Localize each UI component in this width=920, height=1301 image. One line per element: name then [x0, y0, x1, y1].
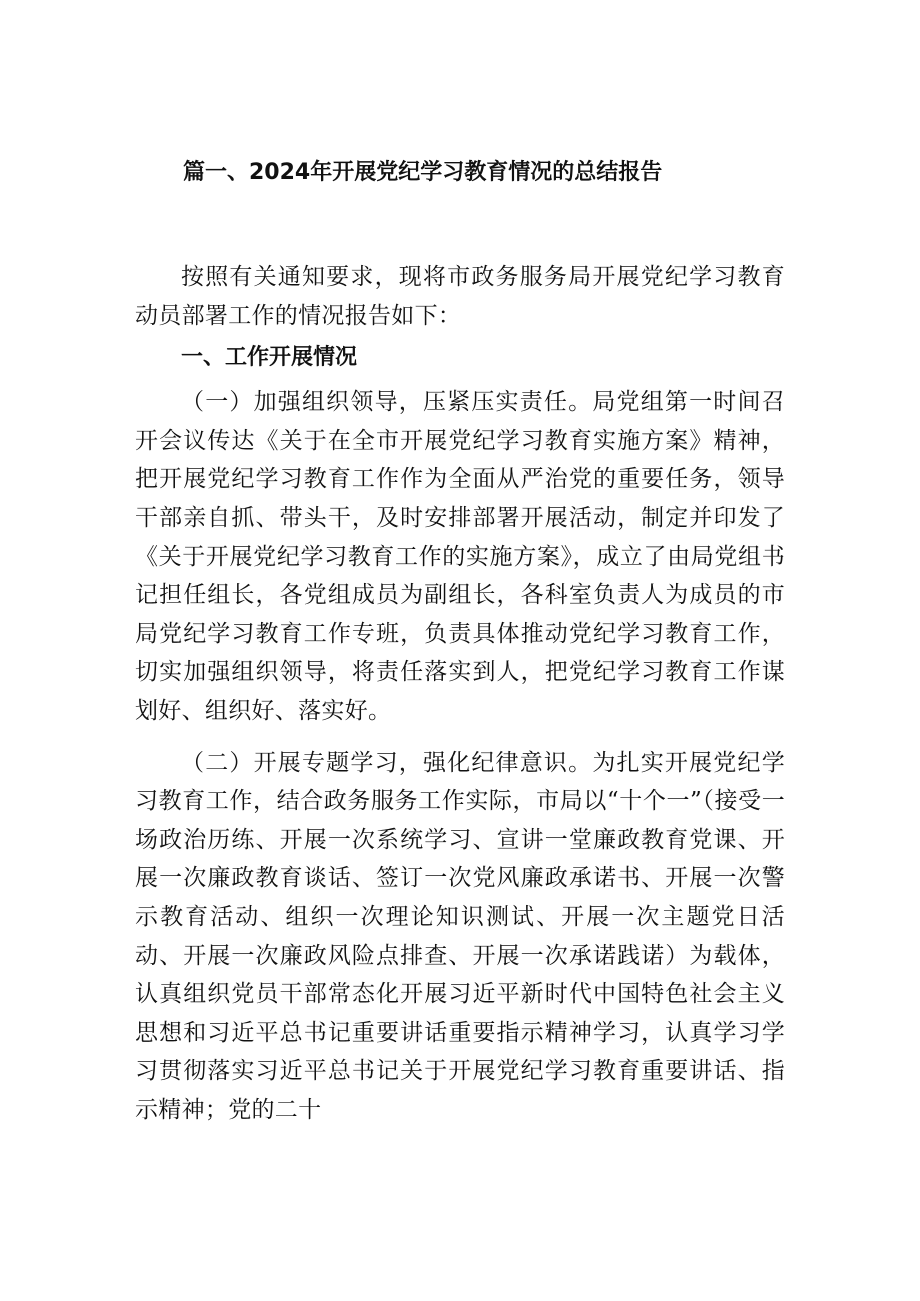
- paragraph-organization: （一）加强组织领导，压紧压实责任。局党组第一时间召开会议传达《关于在全市开展党纪学习教育实施方案》精神，把开展党纪学习教育工作作为全面从严治党的重要任务，领导干部亲自抓、带头干，及时安排部署开展活动，制定并印发了《关于开展党纪学习教育工作的实施方案》，成立了由局党组书记担任组长，各党组成员为副组长，各科室负责人为成员的市局党纪学习教育工作专班，负责具体推动党纪学习教育工作，切实加强组织领导，将责任落实到人，把党纪学习教育工作谋划好、组织好、落实好。: [135, 389, 785, 724]
- document-body: [135, 258, 785, 1129]
- document-title: 篇一、2024年开展党纪学习教育情况的总结报告: [183, 160, 663, 185]
- paragraph-study: （二）开展专题学习，强化纪律意识。为扎实开展党纪学习教育工作，结合政务服务工作实际，市局以“十个一”（接受一场政治历练、开展一次系统学习、宣讲一堂廉政教育党课、开展一次廉政教育谈话、签订一次党风廉政承诺书、开展一次警示教育活动、组织一次理论知识测试、开展一次主题党日活动、开展一次廉政风险点排查、开展一次承诺践诺）为载体，认真组织党员干部常态化开展习近平新时代中国特色社会主义思想和习近平总书记重要讲话重要指示精神学习，认真学习学习贯彻落实习近平总书记关于开展党纪学习教育重要讲话、指示精神；党的二十: [135, 749, 785, 1123]
- section-heading: 一、工作开展情况: [181, 345, 358, 371]
- intro-paragraph: 按照有关通知要求，现将市政务服务局开展党纪学习教育动员部署工作的情况报告如下：: [135, 264, 785, 329]
